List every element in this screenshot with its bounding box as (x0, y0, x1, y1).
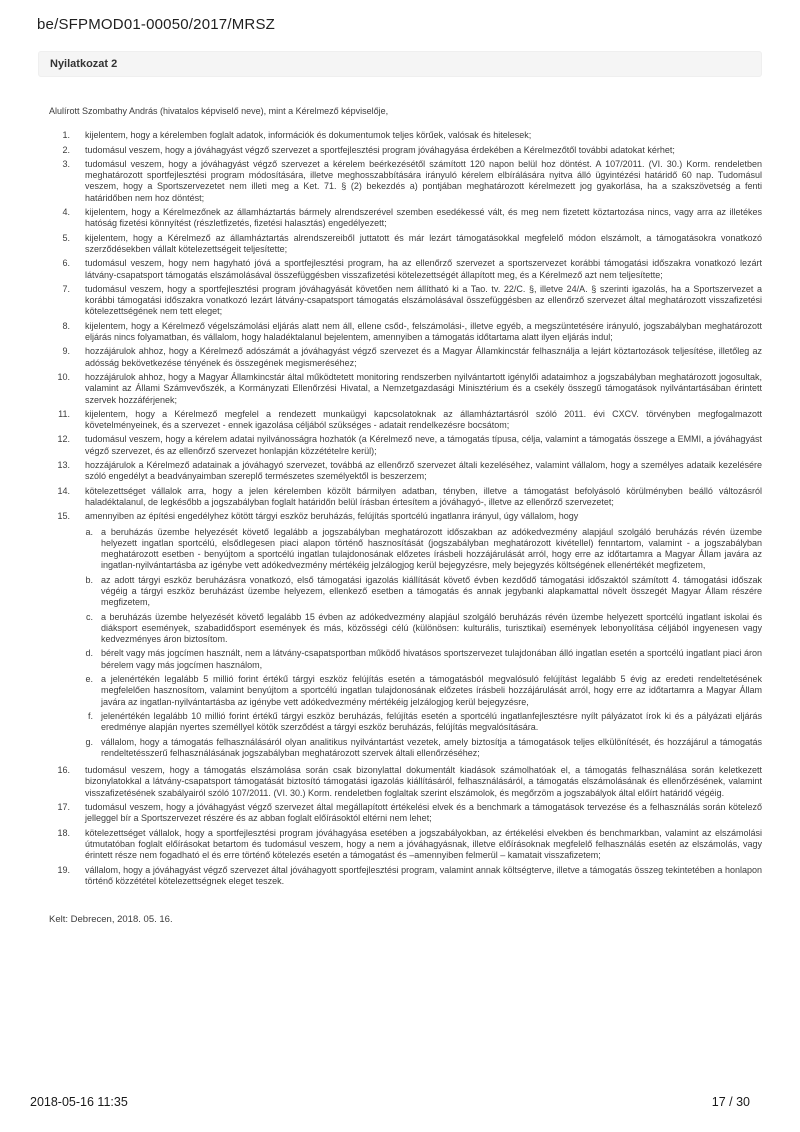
sub-item-letter: b. (85, 574, 93, 585)
declaration-item-7 (49, 284, 762, 318)
declaration-item-18 (49, 828, 762, 862)
item-number: 4. (62, 207, 70, 218)
sub-item-f (83, 711, 762, 734)
item-number: 1. (62, 130, 70, 141)
item-number: 15. (57, 511, 70, 522)
sub-item-c (83, 612, 762, 646)
item-number: 12. (57, 434, 70, 445)
section-title: Nyilatkozat 2 (50, 58, 118, 70)
item-text: amennyiben az építési engedélyhez kötött tárgyi eszköz beruházás, felújítás sportcélú ingatlanra irányul, úgy vállalom, hogy (85, 511, 579, 522)
item-text: tudomásul veszem, hogy a támogatás elszámolása során csak bizonylattal dokumentált kiadások számolhatóak el, a támogatás felhasználása során keletkezett bizonylatokkal a látvány-csapatsport támogatását biztosító támogatási igazolás kiállításáról, felhasználásáról, a támogatás elszámolásának és ellenőrzésének, valamint visszafizetésének szabályairól szóló 107/2011. (VI. 30.) Korm. rendeletben foglaltak szerint elszámolok, és megőrzöm a jogszabályok által előírt határidő végéig. (85, 765, 762, 798)
item-number: 16. (57, 765, 70, 776)
sub-item-b (83, 575, 762, 609)
declaration-item-8 (49, 321, 762, 344)
item-number: 17. (57, 802, 70, 813)
sub-item-e (83, 674, 762, 708)
item-number: 3. (62, 158, 70, 169)
sub-item-letter: d. (85, 648, 93, 659)
item-text: tudomásul veszem, hogy a jóváhagyást végző szervezet által megállapított értékelési elvek és a benchmark a támogatások tervezése és a felhasználás során kötelező jelleggel bír a Sportszervezet részére és az abban foglalt előírásoktól eltérni nem lehet; (85, 802, 762, 824)
sub-item-letter: e. (85, 674, 93, 685)
sub-item-text: jelenértékén legalább 10 millió forint értékű tárgyi eszköz beruházás, felújítás esetén a sportcélú ingatlanfejlesztésre nyílt pályázatot írok ki és a pályázati eljárás eredménye alapján nyertes személlyel kötök szerződést a tárgyi eszköz beruházás, felújítás megvalósítására. (101, 710, 762, 733)
sub-item-text: a beruházás üzembe helyezését követő legalább a jogszabályban meghatározott időszakban az adókedvezmény alapjául szolgáló beruházás révén üzembe helyezett ingatlan sportcélú, elsődlegesen piaci alapon történő hasznosítását (jogszabályban meghatározott kivétellel) fenntartom, valamint - a jogszabályban meghatározott esetben - benyújtom a sportcélú ingatlan tulajdonosának előzetes írásbeli hozzájárulását arról, hogy erre az időtartamra a Magyar Állam javára az ingatlan-nyilvántartásba az igénybe vett adókedvezmény mértékéig jelzálogjog kerül bejegyzésre, mely bejegyzés költségének ellenértékét megfizetem, (101, 526, 762, 571)
item-text: hozzájárulok ahhoz, hogy a Kérelmező adószámát a jóváhagyást végző szervezet és a Magyar Államkincstár felhasználja a lejárt köztartozások teljesítése, illetőleg az adósság bekövetkezése tényének és összegének megismeréséhez; (85, 346, 762, 368)
sub-item-text: a beruházás üzembe helyezését követő legalább 15 évben az adókedvezmény alapjául szolgáló beruházás révén üzembe helyezett sportcélú ingatlant iskolai és diáksport események, szabadidősport események és más, közösségi célú (különösen: kulturális, turisztikai) események lebonyolítása céljából ingyenesen vagy kedvezményes áron biztosítom. (101, 611, 762, 645)
sub-item-text: vállalom, hogy a támogatás felhasználásáról olyan analitikus nyilvántartást vezetek, amely biztosítja a támogatások teljes elkülönítését, és hozzájárul a támogatás rendeltetésszerű felhasználásának jogszabályban meghatározott szervek általi ellenőrzéséhez; (101, 736, 762, 758)
item-number: 6. (62, 258, 70, 269)
document-body (49, 106, 762, 935)
declaration-item-6 (49, 258, 762, 281)
declaration-item-2 (49, 145, 762, 156)
item-number: 2. (62, 144, 70, 155)
declaration-item-13 (49, 460, 762, 483)
item-text: kijelentem, hogy a Kérelmező megfelel a rendezett munkaügyi kapcsolatoknak az államháztartásról szóló 2011. évi CXCV. törvényben megfogalmazott követelményeinek, és a szervezet - ennek igazolása céljából szükséges - adatait rendelkezésre bocsátom; (85, 408, 762, 431)
declaration-item-3 (49, 159, 762, 204)
declaration-item-19 (49, 865, 762, 888)
date-line: Kelt: Debrecen, 2018. 05. 16. (49, 914, 173, 926)
declaration-item-4 (49, 207, 762, 230)
item-text: kötelezettséget vállalok arra, hogy a jelen kérelemben közölt bármilyen adatban, tényben, illetve a támogatást befolyásoló körülményben beálló változásról haladéktalanul, de legkésőbb a jogszabályban foglalt határidőn belül írásban értesítem a jóváhagyó-, illetve az ellenőrző szervezetet; (85, 485, 762, 507)
item-number: 5. (62, 232, 70, 243)
sub-item-letter: a. (85, 526, 93, 537)
declaration-item-10 (49, 372, 762, 406)
item-number: 11. (58, 408, 70, 419)
declaration-item-11 (49, 409, 762, 432)
item-number: 18. (57, 827, 70, 838)
sub-item-text: az adott tárgyi eszköz beruházásra vonatkozó, első támogatási igazolás kiállítását követő évben kezdődő támogatási időszaktól számított 4. támogatási időszak végéig a tárgyi eszköz beruházást üzembe helyezem, ellenkező esetben a támogatás és annak jegybanki alapkamattal növelt összegét Magyar Állam részére megfizetem, (101, 574, 762, 608)
item-text: kijelentem, hogy a Kérelmező végelszámolási eljárás alatt nem áll, ellene csőd-, felszámolási-, illetve egyéb, a megszüntetésére irányuló, jogszabályban meghatározott eljárás nincs folyamatban, és vállalom, hogy haladéktalanul bejelentem, amennyiben a támogatás időtartama alatt ilyen eljárás indul; (85, 320, 762, 343)
sub-item-text: a jelenértékén legalább 5 millió forint értékű tárgyi eszköz felújítás esetén a támogatásból megvalósuló felújítást legalább 5 évig az eredeti rendeltetésének megfelelően hasznosítom, valamint benyújtom a sportcélú ingatlan tulajdonosának előzetes írásbeli hozzájárulását arról, hogy erre az időtartamra a Magyar Állam javára az ingatlan-nyilvántartásba az igénybe vett adókedvezmény mértékéig jelzálogjog kerül bejegyzésre, (101, 674, 762, 707)
item-text: vállalom, hogy a jóváhagyást végző szervezet által jóváhagyott sportfejlesztési program, valamint annak költségterve, illetve a támogatás összeg tekintetében a honlapon történő közzététel kötelezettségnek eleget teszek. (85, 864, 762, 886)
sub-item-letter: f. (87, 710, 93, 721)
item-text: kötelezettséget vállalok, hogy a sportfejlesztési program jóváhagyása esetében a jogszabályokban, az értékelési elvekben és benchmarkban, valamint az elszámolási útmutatóban foglalt előírásokat betartom és tudomásul veszem, hogy a nem a jóváhagyásnak, illetve előírásoknak megfelelő felhasználás esetén az elszámolás, vagy érintett része nem fogadható el és erre történő kötelezés esetén a támogatást és –amennyiben felmerül – kamatait visszafizetem; (85, 827, 762, 861)
item-text: tudomásul veszem, hogy a sportfejlesztési program jóváhagyását követően nem állítható ki a Tao. tv. 22/C. §, illetve 24/A. § szerinti igazolás, ha a Sportszervezet a korábbi támogatási időszakra vonatkozó lezárt látvány-csapatsport támogatás elszámolásával összefüggésben az ellenőrző szervezet által meghatározott visszafizetési kötelezettségének nem tett eleget; (85, 283, 762, 317)
item-text: kijelentem, hogy a Kérelmezőnek az államháztartás bármely alrendszerével szemben esedékessé vált, és meg nem fizetett köztartozása nincs, vagy arra az illetékes hatóság fizetési könnyítést (részletfizetés, fizetési halasztás) engedélyezett; (85, 207, 762, 229)
item-number: 10. (57, 371, 70, 382)
item-text: kijelentem, hogy a Kérelmező az államháztartás alrendszereiből juttatott és már lezárt támogatásokkal megfelelő módon elszámolt, a támogatásokra vonatkozó szerződésekben vállalt kötelezettségeit teljesítette; (85, 232, 762, 254)
section-header (38, 51, 762, 77)
sub-item-text: bérelt vagy más jogcímen használt, nem a látvány-csapatsportban működő hivatásos sportszervezet tulajdonában álló ingatlan esetén a sportcélú ingatlant piaci áron bérelem vagy más jogcímen használom, (101, 648, 762, 670)
item-text: tudomásul veszem, hogy a jóváhagyást végző szervezet a sportfejlesztési program jóváhagyása érdekében a Kérelmezőtől további adatokat kérhet; (85, 144, 675, 155)
intro-paragraph: Alulírott Szombathy András (hivatalos képviselő neve), mint a Kérelmező képviselője, (49, 106, 389, 116)
sub-item-letter: c. (85, 611, 93, 622)
declaration-item-9 (49, 346, 762, 369)
item-body (85, 511, 762, 762)
declaration-item-17 (49, 802, 762, 825)
footer-timestamp: 2018-05-16 11:35 (30, 1095, 128, 1109)
item-text: tudomásul veszem, hogy a kérelem adatai nyilvánosságra hozhatók (a Kérelmező neve, a támogatás típusa, célja, valamint a támogatás összege a EMMI, a jóváhagyást végző szervezet, és az ellenőrző szervezet honlapján közzétételre kerül); (85, 434, 762, 456)
item-text: hozzájárulok ahhoz, hogy a Magyar Államkincstár által működtetett monitoring rendszerben nyilvántartott igénylői adataimhoz a jogszabályban meghatározott jogosultak, valamint az Állami Számvevőszék, a Kormányzati Ellenőrzési Hivatal, a Nemzetgazdasági Minisztérium és a csekély összegű támogatások nyilvántartásában érintett szervek hozzáférjenek; (85, 371, 762, 405)
item-text: tudomásul veszem, hogy a jóváhagyást végző szervezet a kérelem beérkezésétől számított 120 napon belül hoz döntést. A 107/2011. (VI. 30.) Korm. rendeletben meghatározott sportfejlesztési program módosítására, illetve meghosszabbítására irányuló kérelem elbírálására nyitva álló ügyintézési határidő 60 nap. Tudomásul veszem, hogy a Sportszervezetet nem illeti meg a Ket. 71. § (2) bekezdés a) pontjában meghatározott kérelmezett jog gyakorlása, ha a szakszövetség a fenti határidőben nem hoz döntést; (85, 158, 762, 203)
declarations-list (49, 130, 762, 887)
item-number: 19. (57, 864, 70, 875)
declaration-item-1 (49, 130, 762, 141)
item-number: 8. (62, 320, 70, 331)
sub-item-letter: g. (85, 736, 93, 747)
sub-item-d (83, 648, 762, 671)
item-number: 13. (57, 460, 70, 471)
declaration-item-5 (49, 233, 762, 256)
item-text: hozzájárulok a Kérelmező adatainak a jóváhagyó szervezet, továbbá az ellenőrző szervezet általi kezeléséhez, valamint vállalom, hogy a személyes adataik kezelésére szóló engedélyt a beadványaimban szereplő természetes személyektől is beszerzem; (85, 460, 762, 482)
sub-item-a (83, 527, 762, 572)
sublist (83, 527, 762, 760)
declaration-item-14 (49, 486, 762, 509)
declaration-item-15 (49, 511, 762, 762)
footer-page-indicator: 17 / 30 (711, 1095, 750, 1109)
item-number: 14. (57, 485, 70, 496)
item-text: kijelentem, hogy a kérelemben foglalt adatok, információk és dokumentumok teljes körűek, valósak és hitelesek; (85, 130, 532, 141)
document-reference: be/SFPMOD01-00050/2017/MRSZ (37, 16, 276, 33)
sub-item-g (83, 737, 762, 760)
item-number: 9. (62, 346, 70, 357)
declaration-item-12 (49, 434, 762, 457)
item-text: tudomásul veszem, hogy nem hagyható jóvá a sportfejlesztési program, ha az ellenőrző szervezet a sportszervezet korábbi támogatási időszakra vonatkozó lezárt látvány-csapatsport támogatás elszámolásával összefüggésben visszafizetési kötelezettségét állapított meg, és a Kérelmező azt nem teljesítette; (85, 258, 762, 280)
item-number: 7. (62, 283, 70, 294)
page-footer (30, 1095, 750, 1109)
declaration-item-16 (49, 765, 762, 799)
